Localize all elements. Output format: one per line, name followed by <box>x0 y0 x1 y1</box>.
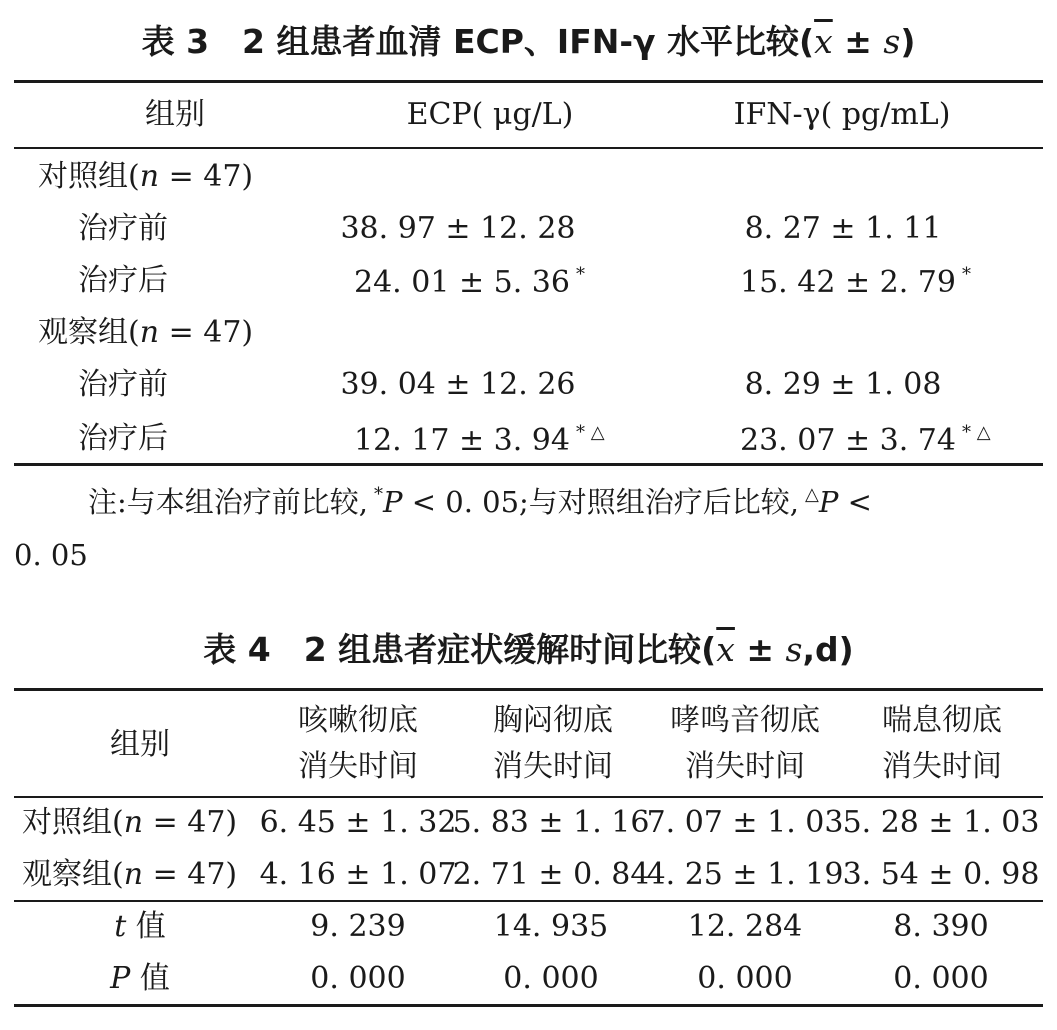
table3-ecp-value-text: 24. 01 ± 5. 36 <box>354 265 570 300</box>
table4-cell: 0. 000 <box>697 961 793 996</box>
table3-note-star: * <box>374 484 383 505</box>
table4-row-control-n: n <box>123 805 144 840</box>
table4-cell: 7. 07 ± 1. 03 <box>646 805 844 840</box>
table3-header-ifn: IFN-γ( pg/mL) <box>733 97 951 132</box>
table3-title-pm: ± <box>832 22 884 61</box>
table3-row-label: 治疗后 <box>78 263 168 298</box>
table4-row-control-n-value: = 47) <box>143 805 238 840</box>
table4-header-wheeze-2: 消失时间 <box>685 749 805 784</box>
table3-ifn-value <box>744 367 942 402</box>
table4-stat-t-label: 值 <box>126 909 166 944</box>
table3-ifn-value-text: 8. 29 ± 1. 08 <box>744 367 942 402</box>
table3-group-control-n-value: = 47) <box>159 159 254 194</box>
table3-group-observation-n-value: = 47) <box>159 315 254 350</box>
table3-ecp-mark: * △ <box>575 422 605 443</box>
table4-cell: 0. 000 <box>893 961 989 996</box>
table4-row-control-label: 对照组( <box>22 805 124 840</box>
table4-title-suffix: ,d) <box>802 630 854 669</box>
table4-stat-p-label: 值 <box>130 961 170 996</box>
table3-ecp-value-text: 38. 97 ± 12. 28 <box>340 211 576 246</box>
table3-ecp-value <box>340 211 576 246</box>
table4-cell: 6. 45 ± 1. 32 <box>259 805 457 840</box>
table3-group-control-n: n <box>139 159 160 194</box>
table4-cell: 8. 390 <box>893 909 989 944</box>
table3-header-ecp: ECP( μg/L) <box>406 97 574 132</box>
table3-title-suffix: ) <box>900 22 916 61</box>
table4-cell: 14. 935 <box>493 909 609 944</box>
table4-row-observation-n: n <box>123 857 144 892</box>
table4-stat-p <box>110 961 170 996</box>
table3-ifn-value <box>740 266 971 298</box>
table4-header-cough: 咳嗽彻底 <box>298 703 418 738</box>
table3-group-observation-n: n <box>139 315 160 350</box>
table4-header-rule <box>14 796 1043 798</box>
table4-stat-t-symbol: t <box>114 909 127 944</box>
table4-cell: 5. 28 ± 1. 03 <box>842 805 1040 840</box>
table3-ifn-mark: * <box>961 264 971 285</box>
table4-cell: 9. 239 <box>310 909 406 944</box>
table3-note-p1: P <box>383 485 403 519</box>
table4-top-rule <box>14 688 1043 691</box>
table3-ifn-value-text: 15. 42 ± 2. 79 <box>740 265 956 300</box>
table4-cell: 0. 000 <box>310 961 406 996</box>
table3-title-xbar: $\overline{x}$ <box>814 22 833 61</box>
table3-note-part1: 注:与本组治疗前比较, <box>88 485 368 519</box>
table4-header-asthma: 喘息彻底 <box>882 703 1002 738</box>
table4-title-text: 表 4 2 组患者症状缓解时间比较( <box>203 630 717 669</box>
table3-group-control-label: 对照组( <box>38 159 140 194</box>
table3-note <box>88 480 872 521</box>
table4-bottom-rule <box>14 1004 1043 1007</box>
table3-title <box>0 16 1057 63</box>
table4-stat-p-symbol: P <box>110 961 131 996</box>
table4-stat-t <box>114 909 166 944</box>
table4-title-s: s <box>785 630 803 669</box>
table4-cell: 12. 284 <box>687 909 803 944</box>
table4-row-observation <box>22 857 238 892</box>
table3-group-control <box>38 159 254 194</box>
table3-ifn-value-text: 23. 07 ± 3. 74 <box>740 423 956 458</box>
table4-header-asthma-2: 消失时间 <box>882 749 1002 784</box>
table3-ifn-value <box>744 211 942 246</box>
table4-title-pm: ± <box>734 630 786 669</box>
table3-note-part2: < 0. 05;与对照组治疗后比较, <box>402 485 800 519</box>
table3-header-rule <box>14 147 1043 149</box>
table4-cell: 0. 000 <box>503 961 599 996</box>
table3-title-s: s <box>883 22 901 61</box>
table3-group-observation-label: 观察组( <box>38 315 140 350</box>
table4-header-group: 组别 <box>110 727 170 762</box>
table4-cell: 4. 25 ± 1. 19 <box>646 857 844 892</box>
table3-ecp-value-text: 39. 04 ± 12. 26 <box>340 367 576 402</box>
table3-ecp-value <box>354 424 605 456</box>
table4-cell: 5. 83 ± 1. 16 <box>452 805 650 840</box>
table4-stats-rule <box>14 900 1043 902</box>
table3-note-part3: < <box>838 485 872 519</box>
table3-group-observation <box>38 315 254 350</box>
table4-row-control <box>22 805 238 840</box>
table3-title-text: 表 3 2 组患者血清 ECP、IFN-γ 水平比较( <box>141 22 815 61</box>
table3-note-triangle: △ <box>805 484 819 505</box>
table3-row-label: 治疗后 <box>78 421 168 456</box>
table4-cell: 3. 54 ± 0. 98 <box>842 857 1040 892</box>
table3-ifn-value <box>740 424 991 456</box>
table3-note-p2: P <box>818 485 839 519</box>
table3-note-line2: 0. 05 <box>14 538 88 572</box>
table4-cell: 4. 16 ± 1. 07 <box>259 857 457 892</box>
table4-row-observation-label: 观察组( <box>22 857 124 892</box>
table3-ifn-mark: * △ <box>961 422 991 443</box>
table4-header-cough-2: 消失时间 <box>298 749 418 784</box>
table4-title-xbar: $\overline{x}$ <box>716 630 735 669</box>
table3-ecp-value <box>340 367 576 402</box>
table3-bottom-rule <box>14 463 1043 466</box>
table4-header-wheeze: 哮鸣音彻底 <box>670 703 820 738</box>
table3-row-label: 治疗前 <box>78 211 168 246</box>
table4-cell: 2. 71 ± 0. 84 <box>452 857 650 892</box>
table4-header-chest-2: 消失时间 <box>493 749 613 784</box>
table4-header-chest: 胸闷彻底 <box>493 703 613 738</box>
table3-header-group: 组别 <box>145 97 205 132</box>
table3-ecp-value <box>354 266 585 298</box>
table3-ecp-value-text: 12. 17 ± 3. 94 <box>354 423 570 458</box>
table3-ecp-mark: * <box>575 264 585 285</box>
table4-title <box>0 624 1057 671</box>
table3-top-rule <box>14 80 1043 83</box>
table4-row-observation-n-value: = 47) <box>143 857 238 892</box>
table3-row-label: 治疗前 <box>78 367 168 402</box>
table3-ifn-value-text: 8. 27 ± 1. 11 <box>744 211 942 246</box>
